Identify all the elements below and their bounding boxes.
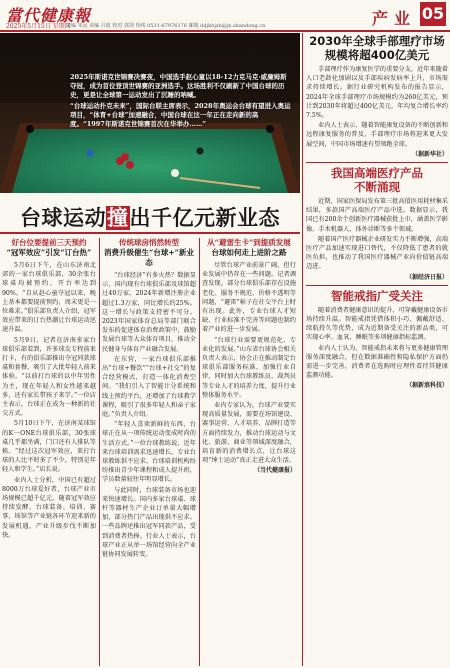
right-news-column (306, 34, 448, 666)
column-divider (199, 238, 200, 666)
column-3-headline: 台球如何走上进阶之路 (211, 248, 287, 257)
headline-part: 台球运动 (20, 206, 106, 230)
section-divider (302, 33, 303, 666)
masthead (0, 0, 450, 32)
article-1-title (306, 34, 448, 62)
article-credit: （据经济日报） (405, 273, 448, 281)
page-number: 05 (420, 2, 446, 26)
column-1-headline: “冠军效应”引发“订台热” (6, 248, 92, 257)
column-2-subhead: 传统球房悄然转型 (119, 238, 179, 247)
article-column-1 (2, 238, 96, 666)
article-3-title: 智能戒指广受关注 (331, 288, 423, 303)
title-line: 不断涌现 (354, 180, 400, 195)
column-2-headline: 消费升级催生“台球+”新业态 (104, 248, 194, 267)
article-credit: （据新浪科技） (405, 382, 448, 390)
paragraph: 近期，国家医保局发布第三批高值医用耗材集采结果，多款国产高端医疗产品中选。数据显示，我国已有200余个创新医疗器械获批上市，涵盖医学影像、手术机器人、体外诊断等多个领域。 (306, 198, 448, 233)
paragraph: 在东营，一家台球俱乐部推出“台球+餐饮”“台球+社交”的复合经营模式，打造一体化消费空间。“我们引入了智能计分系统和线上预约平台，还增加了台球教学课程，吸引了很多年轻人和亲子家庭。”负责人介绍。 (102, 355, 196, 419)
paragraph: 尽管台球产业前景广阔，但行业发展中仍存在一些问题。记者调查发现，部分台球俱乐部存在设施老化、服务不规范、价格不透明等问题，“避雷”帖子在社交平台上时有出现。此外，专业台球人才短缺、行业标准不完善等问题也制约着产业的进一步发展。 (202, 262, 296, 334)
photo-caption-quote (70, 73, 292, 131)
paragraph: 业内人士认为，智能戒指未来将与更多健康管理服务深度融合，但在数据准确性和隐私保护方面仍需进一步完善，消费者在选购时应理性看待其健康监测功能。 (306, 344, 448, 380)
paragraph: “台球行业需要更规范化、专业化的发展。”山东省台球协会相关负责人表示，协会正在推动制定台球俱乐部服务标准，加强行业自律，同时加大台球教练员、裁判员等专业人才的培养力度，提升行业整体服务水平。 (202, 336, 296, 399)
paragraph: 随着消费者健康意识的提升，可穿戴健康设备市场持续升温。智能戒指凭借体积小巧、佩戴舒适、续航持久等优势，成为近期备受关注的新品类，可实现心率、血氧、睡眠等多项健康指标监测。 (306, 306, 448, 342)
headline-highlight: 撞 (107, 206, 129, 230)
billiards-table-photo (0, 33, 300, 193)
paragraph: 业内人士分析，中国已有超过8000万台球爱好者，台球产业市场规模已超千亿元。随着冠军效应持续发酵，台球装备、培训、赛事、场馆等产业链各环节迎来新的发展机遇，产业升级步伐不断加快。 (2, 476, 96, 539)
paragraph: 业内专家认为，台球产业要实现高质量发展，需要在场馆建设、赛事运营、人才培养、品牌打造等方面持续发力，推动台球运动与文化、旅游、商业等领域深度融合，培育新的消费增长点，让台球这项“绅士运动”真正走进大众生活。 (202, 402, 296, 465)
column-divider (99, 238, 100, 666)
paragraph: 5月6日下午，在山东济南北郊的一家台球俱乐部，30余张台球桌均被预约，开台率达到90%。“自从赵心童夺冠以来，晚上基本都要提前预约，周末更是一位难求。”俱乐部负责人介绍，冠军效应带来的订台热潮让台球运动迅速升温。 (2, 262, 96, 334)
title-line: 规模将超400亿美元 (324, 48, 430, 62)
article-credit: （据新华社） (411, 150, 448, 158)
title-line: 2030年全球手部理疗市场 (309, 34, 445, 48)
column-3-subhead: 从“避雷生卡”到提质发展 (207, 238, 291, 247)
paragraph: 手部理疗作为康复医学的重要分支，近年来随着人口老龄化加剧以及手部疾病发病率上升，市场需求持续增长。据行业研究机构发布的报告显示，2024年全球手部理疗市场规模约为260亿美元，预计到2030年将超过400亿美元，年均复合增长率约7.5%。 (306, 66, 448, 120)
headline-rule (0, 232, 300, 234)
quote-paragraph: 2025年斯诺克世锦赛决赛夜，中国选手赵心童以18-12力克马克·威廉姆斯夺冠，成为首位登顶世锦赛的亚洲选手。这场胜利不仅刷新了中国台球的历史，更是让全球第一运动发出了沉睡的呐喊。 (70, 73, 287, 99)
newspaper-logo: 當代健康報 (6, 6, 92, 25)
paragraph: 随着国产医疗器械企业研发实力不断增强，高端医疗产品加速实现进口替代，不仅降低了患者的就医负担，也推动了我国医疗器械产业向价值链高端迈进。 (306, 235, 448, 271)
article-column-2 (102, 238, 196, 666)
headline-part: 出千亿元新业态 (129, 206, 280, 230)
article-credit: （当代健康报） (253, 467, 296, 475)
article-separator (306, 162, 448, 163)
paragraph: 5月9日，记者在济南多家台球俱乐部看到，许多球友专程前来打卡，有的俱乐部推出夺冠同款球桌和套餐，吸引了大批年轻人前来体验。“以前打台球的以中年男性为主，现在年轻人和女性越来越多，还有家长带孩子来学。”一位店主表示，台球正在成为一种新的社交方式。 (2, 336, 96, 418)
article-column-3 (202, 238, 296, 666)
main-headline (0, 202, 300, 232)
paragraph: 业内人士表示，随着智能康复设备的不断创新和远程康复服务的普及，手部理疗市场将迎来更大发展空间，中国市场增速有望领跑全球。 (306, 122, 448, 148)
editor-info: 责编 朱运 美编 吕波 校对 郭剑 热线 0531-67976176 邮箱 ddjkbjzb@jn.shandong.cn (66, 23, 266, 29)
article-2-title (306, 166, 448, 194)
article-separator (306, 285, 448, 286)
paragraph: “年轻人喜欢新鲜的东西，台球正在从一项传统运动变成时尚的生活方式。”一位台球教练说，近年来台球培训需求迅速增长，专业台球教练供不应求。台球培训机构纷纷推出青少年课程和成人提升班，学员数量较往年明显增长。 (102, 421, 196, 484)
paragraph: 5月10日下午，在济南某球馆的K一ONE台球俱乐部，30张球桌几乎都坐满，门口还有人排队等候。“经过这次冠军效应，来打台球的人比平时多了不少，特别是年轻人和学生。”店长说。 (2, 420, 96, 474)
column-1-subhead: 好台位要提前三天预约 (11, 238, 87, 247)
quote-paragraph: “台球运动扑克未来”，国际台联主席表示，2028年奥运会台球有望进入奥运项目，“体育+台球”加速融合，中国台球在这一年正在走向新的高度。“1997年斯诺克世锦赛首次在华举办……” (70, 102, 291, 128)
dateline: 2025年5月15日 星期四 (6, 23, 71, 30)
title-line: 我国高端医疗产品 (331, 166, 423, 181)
section-name: 产业 (372, 9, 417, 28)
paragraph: “台球经济”有多火热？数据显示，国内现有台球俱乐部及球馆超过40万家，2024年新增注册企业超过1.3万家，同比增长约25%。这一增长与政策支持密不可分。2023年国家体育总局等部门联合发布的促进体育消费政策中，鼓励发展台球等大众体育项目，推动全民健身与体育产业融合发展。 (102, 272, 196, 353)
paragraph: 与此同时，台球装备市场也迎来快速增长。国内多家台球桌、球杆等器材生产企业订单量大幅增加，部分热门产品出现供不应求。一些品牌还推出冠军同款产品，受到消费者热捧。行业人士表示，台球产业正从单一场馆经营向全产业链协同发展转变。 (102, 486, 196, 559)
